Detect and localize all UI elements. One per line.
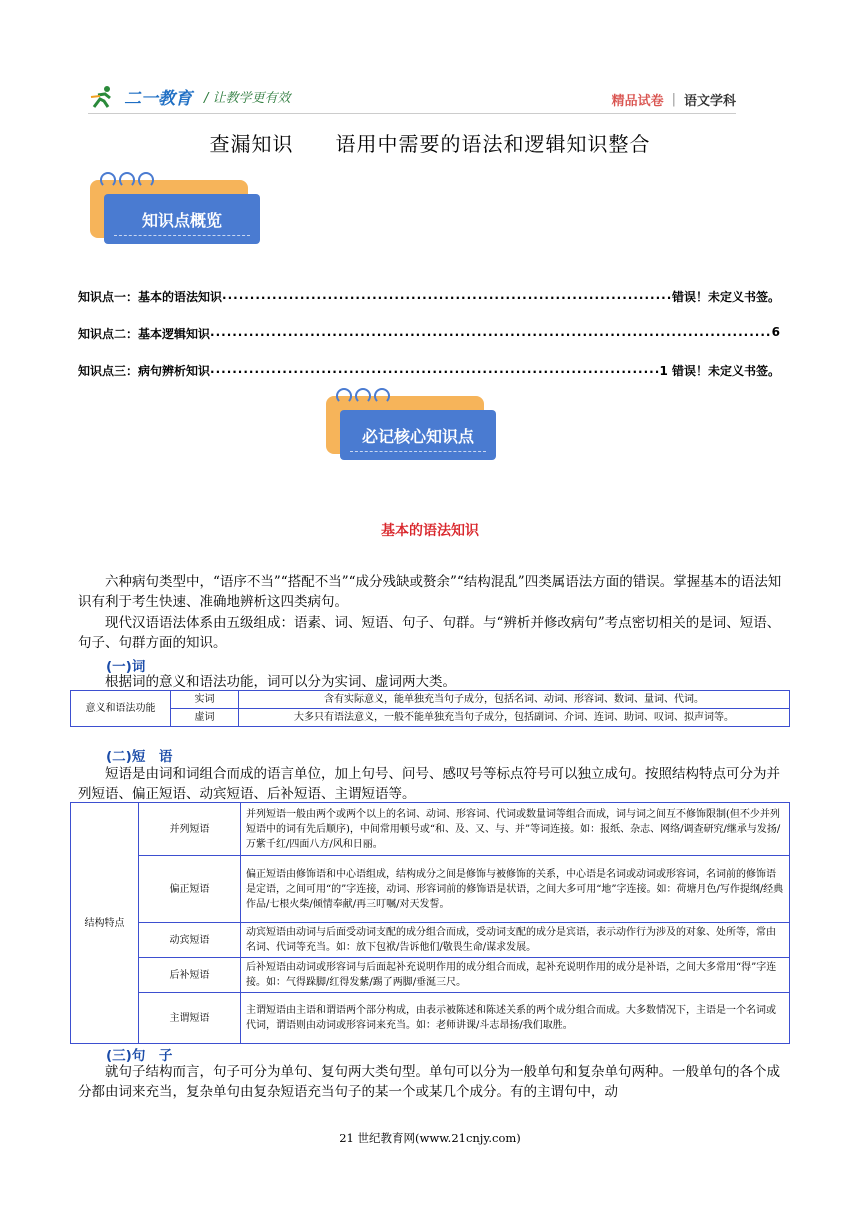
table-row bbox=[71, 923, 790, 958]
word-type: 实词 bbox=[171, 691, 239, 709]
phrase-desc: 动宾短语由动词与后面受动词支配的成分组合而成，受动词支配的成分是宾语，表示动作行为涉及的对象、处所等，常由名词、代词等充当。如：放下包袱/告诉他们/敬畏生命/谋求发展。 bbox=[241, 923, 790, 958]
header-quality-label: 精品试卷 bbox=[611, 94, 664, 109]
toc-leader bbox=[210, 362, 659, 379]
header-divider bbox=[88, 113, 736, 114]
table-row bbox=[71, 709, 790, 727]
table-row bbox=[71, 803, 790, 856]
toc-item-3[interactable] bbox=[78, 362, 780, 379]
phrase-desc: 后补短语由动词或形容词与后面起补充说明作用的成分组合而成，起补充说明作用的成分是补语，之间大多常用“得”字连接。如：气得跺脚/红得发紫/踢了两脚/垂涎三尺。 bbox=[241, 958, 790, 993]
rings-icon bbox=[336, 388, 390, 404]
toc-label: 知识点一：基本的语法知识 bbox=[78, 290, 223, 304]
phrase-type: 主谓短语 bbox=[139, 993, 241, 1044]
runner-icon bbox=[88, 85, 118, 109]
phrase-desc: 并列短语一般由两个或两个以上的名词、动词、形容词、代词或数量词等组合而成，词与词之间互不修饰限制(但不少并列短语中的词有先后顺序)，中间常用顿号或“和、及、又、与、并”等词连接。如：报纸、杂志、网络/调查研究/继承与发扬/万紫千红/四面八方/风和日丽。 bbox=[241, 803, 790, 856]
phrase-type: 动宾短语 bbox=[139, 923, 241, 958]
toc-leader bbox=[222, 288, 672, 305]
word-desc: 含有实际意义，能单独充当句子成分，包括名词、动词、形容词、数词、量词、代词。 bbox=[239, 691, 790, 709]
phrase-type: 后补短语 bbox=[139, 958, 241, 993]
paragraph-5: 就句子结构而言，句子可分为单句、复句两大类句型。单句可以分为一般单句和复杂单句两种。一般单句的各个成分都由词来充当，复杂单句由复杂短语充当句子的某一个或某几个成分。有的主谓句中，动 bbox=[78, 1064, 780, 1100]
header-separator: | bbox=[671, 92, 676, 107]
logo-slogan: / 让教学更有效 bbox=[204, 91, 291, 106]
section-heading: 基本的语法知识 bbox=[381, 523, 479, 539]
toc-page: 1 错误！未定义书签。 bbox=[659, 364, 780, 378]
logo-text: 二一教育 bbox=[124, 89, 192, 109]
word-desc: 大多只有语法意义，一般不能单独充当句子成分，包括副词、介词、连词、助词、叹词、拟声词等。 bbox=[239, 709, 790, 727]
overview-badge-label: 知识点概览 bbox=[104, 194, 260, 244]
header-right bbox=[612, 90, 736, 109]
toc-item-1[interactable] bbox=[78, 288, 780, 305]
phrase-type: 偏正短语 bbox=[139, 856, 241, 923]
word-type: 虚词 bbox=[171, 709, 239, 727]
core-badge-label: 必记核心知识点 bbox=[340, 410, 496, 460]
header-subject: 语文学科 bbox=[683, 94, 736, 109]
logo bbox=[88, 84, 291, 109]
phrase-desc: 主谓短语由主语和谓语两个部分构成，由表示被陈述和陈述关系的两个成分组合而成。大多数情况下，主语是一个名词或代词，谓语则由动词或形容词来充当。如：老师讲课/斗志昂扬/我们取胜。 bbox=[241, 993, 790, 1044]
subheading-juzi: (三)句 子 bbox=[106, 1048, 173, 1064]
paragraph-3: 根据词的意义和语法功能，词可以分为实词、虚词两大类。 bbox=[105, 674, 456, 690]
table-row bbox=[71, 958, 790, 993]
page-title: 查漏知识 语用中需要的语法和逻辑知识整合 bbox=[209, 132, 651, 156]
table-row bbox=[71, 856, 790, 923]
overview-badge bbox=[90, 172, 260, 246]
toc-item-2[interactable] bbox=[78, 325, 780, 342]
word-table bbox=[70, 690, 790, 727]
paragraph-1: 六种病句类型中，“语序不当”“搭配不当”“成分残缺或赘余”“结构混乱”四类属语法方面的错误。掌握基本的语法知识有利于考生快速、准确地辨析这四类病句。 bbox=[78, 574, 782, 610]
table-row bbox=[71, 993, 790, 1044]
phrase-table bbox=[70, 802, 790, 1044]
paragraph-4: 短语是由词和词组合而成的语言单位，加上句号、问号、感叹号等标点符号可以独立成句。按照结构特点可分为并列短语、偏正短语、动宾短语、后补短语、主谓短语等。 bbox=[78, 766, 780, 802]
core-badge bbox=[326, 388, 496, 462]
subheading-ci: (一)词 bbox=[106, 659, 146, 675]
phrase-type: 并列短语 bbox=[139, 803, 241, 856]
toc-page: 错误！未定义书签。 bbox=[671, 290, 780, 304]
footer: 21 世纪教育网(www.21cnjy.com) bbox=[339, 1131, 521, 1145]
toc-page: 6 bbox=[771, 325, 780, 339]
table-row bbox=[71, 691, 790, 709]
paragraph-2: 现代汉语语法体系由五级组成：语素、词、短语、句子、句群。与“辨析并修改病句”考点密切相关的是词、短语、句子、句群方面的知识。 bbox=[78, 615, 781, 651]
phrase-table-head: 结构特点 bbox=[71, 803, 139, 1044]
rings-icon bbox=[100, 172, 154, 188]
phrase-desc: 偏正短语由修饰语和中心语组成，结构成分之间是修饰与被修饰的关系，中心语是名词或动词或形容词，名词前的修饰语是定语，之间可用“的”字连接，动词、形容词前的修饰语是状语，之间大多可用“地”字连接。如：荷塘月色/写作提纲/经典作品/七根火柴/倾情奉献/再三叮嘱/对天发誓。 bbox=[241, 856, 790, 923]
subheading-duanyu: (二)短 语 bbox=[106, 749, 173, 765]
toc-label: 知识点二：基本逻辑知识 bbox=[78, 327, 211, 341]
toc-leader bbox=[210, 325, 772, 342]
word-table-head: 意义和语法功能 bbox=[71, 691, 171, 727]
toc-label: 知识点三：病句辨析知识 bbox=[78, 364, 211, 378]
